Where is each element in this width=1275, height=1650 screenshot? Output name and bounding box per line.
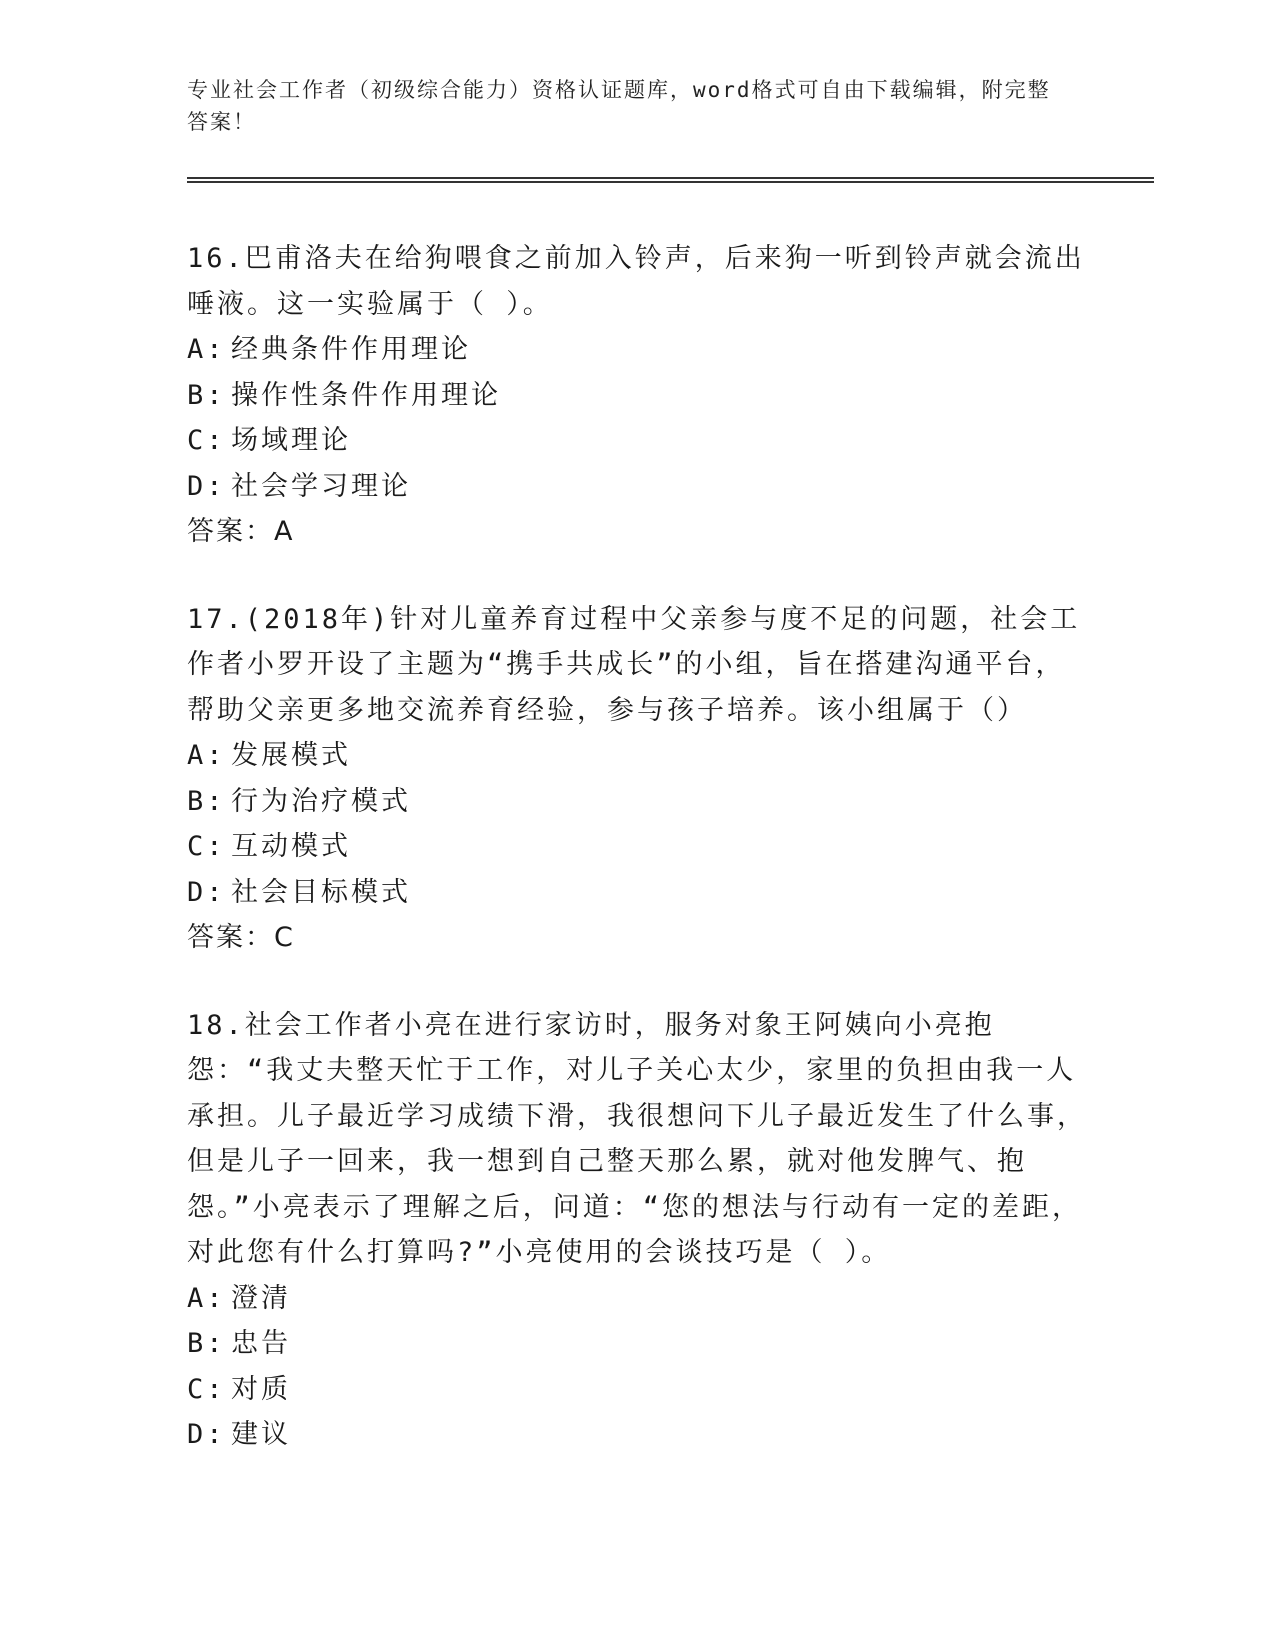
option-text: 发展模式 bbox=[231, 740, 351, 771]
option-key: C: bbox=[187, 831, 226, 862]
option-key: A: bbox=[187, 740, 226, 771]
document-header: 专业社会工作者（初级综合能力）资格认证题库，word格式可自由下载编辑，附完整答案！ bbox=[187, 78, 1051, 134]
option-d bbox=[187, 1412, 1087, 1458]
question-17 bbox=[187, 597, 1087, 961]
option-c bbox=[187, 824, 1087, 870]
option-a bbox=[187, 733, 1087, 779]
question-18 bbox=[187, 1003, 1087, 1458]
option-key: D: bbox=[187, 876, 226, 908]
option-c bbox=[187, 1367, 1087, 1413]
option-text: 社会学习理论 bbox=[231, 470, 411, 502]
answer-line: 答案：C bbox=[187, 922, 295, 953]
option-key: B: bbox=[187, 1328, 226, 1359]
question-stem: 17.(2018年)针对儿童养育过程中父亲参与度不足的问题，社会工作者小罗开设了主题为“携手共成长”的小组，旨在搭建沟通平台，帮助父亲更多地交流养育经验，参与孩子培养。该小组属于（） bbox=[187, 603, 1081, 726]
option-text: 经典条件作用理论 bbox=[231, 334, 471, 365]
option-key: D: bbox=[187, 1419, 226, 1450]
question-list bbox=[187, 236, 1087, 1500]
option-list bbox=[187, 327, 1087, 509]
option-key: C: bbox=[187, 1373, 226, 1405]
option-a bbox=[187, 1276, 1087, 1322]
option-b bbox=[187, 373, 1087, 419]
option-d bbox=[187, 870, 1087, 916]
question-16 bbox=[187, 236, 1087, 555]
option-b bbox=[187, 779, 1087, 825]
option-text: 建议 bbox=[231, 1419, 291, 1450]
option-key: D: bbox=[187, 470, 226, 502]
option-key: A: bbox=[187, 1282, 226, 1314]
option-b bbox=[187, 1321, 1087, 1367]
option-text: 澄清 bbox=[231, 1282, 291, 1314]
header-divider bbox=[187, 177, 1154, 183]
option-key: A: bbox=[187, 334, 226, 365]
option-key: B: bbox=[187, 785, 226, 817]
option-text: 操作性条件作用理论 bbox=[231, 379, 501, 411]
option-list bbox=[187, 1276, 1087, 1458]
option-key: C: bbox=[187, 425, 226, 456]
question-stem: 18.社会工作者小亮在进行家访时，服务对象王阿姨向小亮抱怨：“我丈夫整天忙于工作，对儿子关心太少，家里的负担由我一人承担。儿子最近学习成绩下滑，我很想问下儿子最近发生了什么事，但是儿子一回来，我一想到自己整天那么累，就对他发脾气、抱怨。”小亮表示了理解之后，问道：“您的想法与行动有一定的差距，对此您有什么打算吗?”小亮使用的会谈技巧是（ ）。 bbox=[187, 1009, 1087, 1268]
option-text: 社会目标模式 bbox=[231, 876, 411, 908]
option-c bbox=[187, 418, 1087, 464]
option-text: 对质 bbox=[231, 1373, 291, 1405]
option-text: 场域理论 bbox=[231, 425, 351, 456]
option-text: 行为治疗模式 bbox=[231, 785, 411, 817]
option-list bbox=[187, 733, 1087, 915]
question-stem: 16.巴甫洛夫在给狗喂食之前加入铃声，后来狗一听到铃声就会流出唾液。这一实验属于（ ）。 bbox=[187, 243, 1085, 320]
option-a bbox=[187, 327, 1087, 373]
option-key: B: bbox=[187, 379, 226, 411]
answer-line: 答案：A bbox=[187, 516, 295, 547]
option-d bbox=[187, 464, 1087, 510]
option-text: 互动模式 bbox=[231, 831, 351, 862]
option-text: 忠告 bbox=[231, 1328, 291, 1359]
